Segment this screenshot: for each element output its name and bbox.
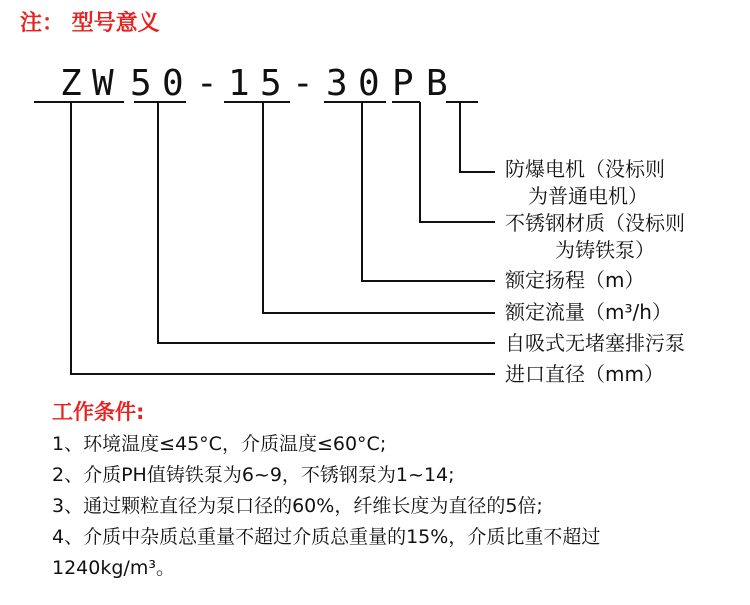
model-char-0a: 0 <box>162 63 184 104</box>
desc-stainless-line1: 不锈钢材质（没标则 <box>505 211 685 235</box>
condition-item-2: 2、介质PH值铸铁泵为6~9，不锈钢泵为1~14; <box>52 464 455 486</box>
leader-inlet-diameter <box>71 102 495 374</box>
model-char-dash-1: - <box>196 63 218 104</box>
model-char-5b: 5 <box>260 63 282 104</box>
leader-explosion-proof <box>460 102 495 172</box>
leader-rated-head <box>362 102 495 281</box>
condition-item-3: 3、通过颗粒直径为泵口径的60%，纤维长度为直径的5倍; <box>52 495 543 517</box>
model-char-dash-2: - <box>292 63 314 104</box>
model-char-p: P <box>392 63 414 104</box>
page-title: 注： 型号意义 <box>20 11 160 36</box>
desc-stainless-line2: 为铸铁泵） <box>555 238 655 262</box>
model-char-1: 1 <box>228 63 250 104</box>
condition-item-4: 4、介质中杂质总重量不超过介质总重量的15%，介质比重不超过 <box>52 526 601 548</box>
condition-item-4-cont: 1240kg/m³。 <box>52 557 175 579</box>
desc-rated-flow: 额定流量（m³/h） <box>505 300 672 324</box>
desc-explosion-proof-line1: 防爆电机（没标则 <box>505 157 665 181</box>
model-char-3: 3 <box>326 63 348 104</box>
model-char-5a: 5 <box>130 63 152 104</box>
model-char-w: W <box>92 63 114 104</box>
desc-inlet-diameter: 进口直径（mm） <box>505 362 664 386</box>
model-char-b: B <box>426 63 448 104</box>
desc-pump-type: 自吸式无堵塞排污泵 <box>505 331 685 355</box>
model-char-z: Z <box>60 63 82 104</box>
conditions-title: 工作条件: <box>52 400 145 424</box>
desc-explosion-proof-line2: 为普通电机） <box>528 184 648 208</box>
model-char-0b: 0 <box>358 63 380 104</box>
condition-item-1: 1、环境温度≤45°C，介质温度≤60°C; <box>52 433 387 455</box>
desc-rated-head: 额定扬程（m） <box>505 268 645 292</box>
leader-stainless <box>420 102 495 222</box>
